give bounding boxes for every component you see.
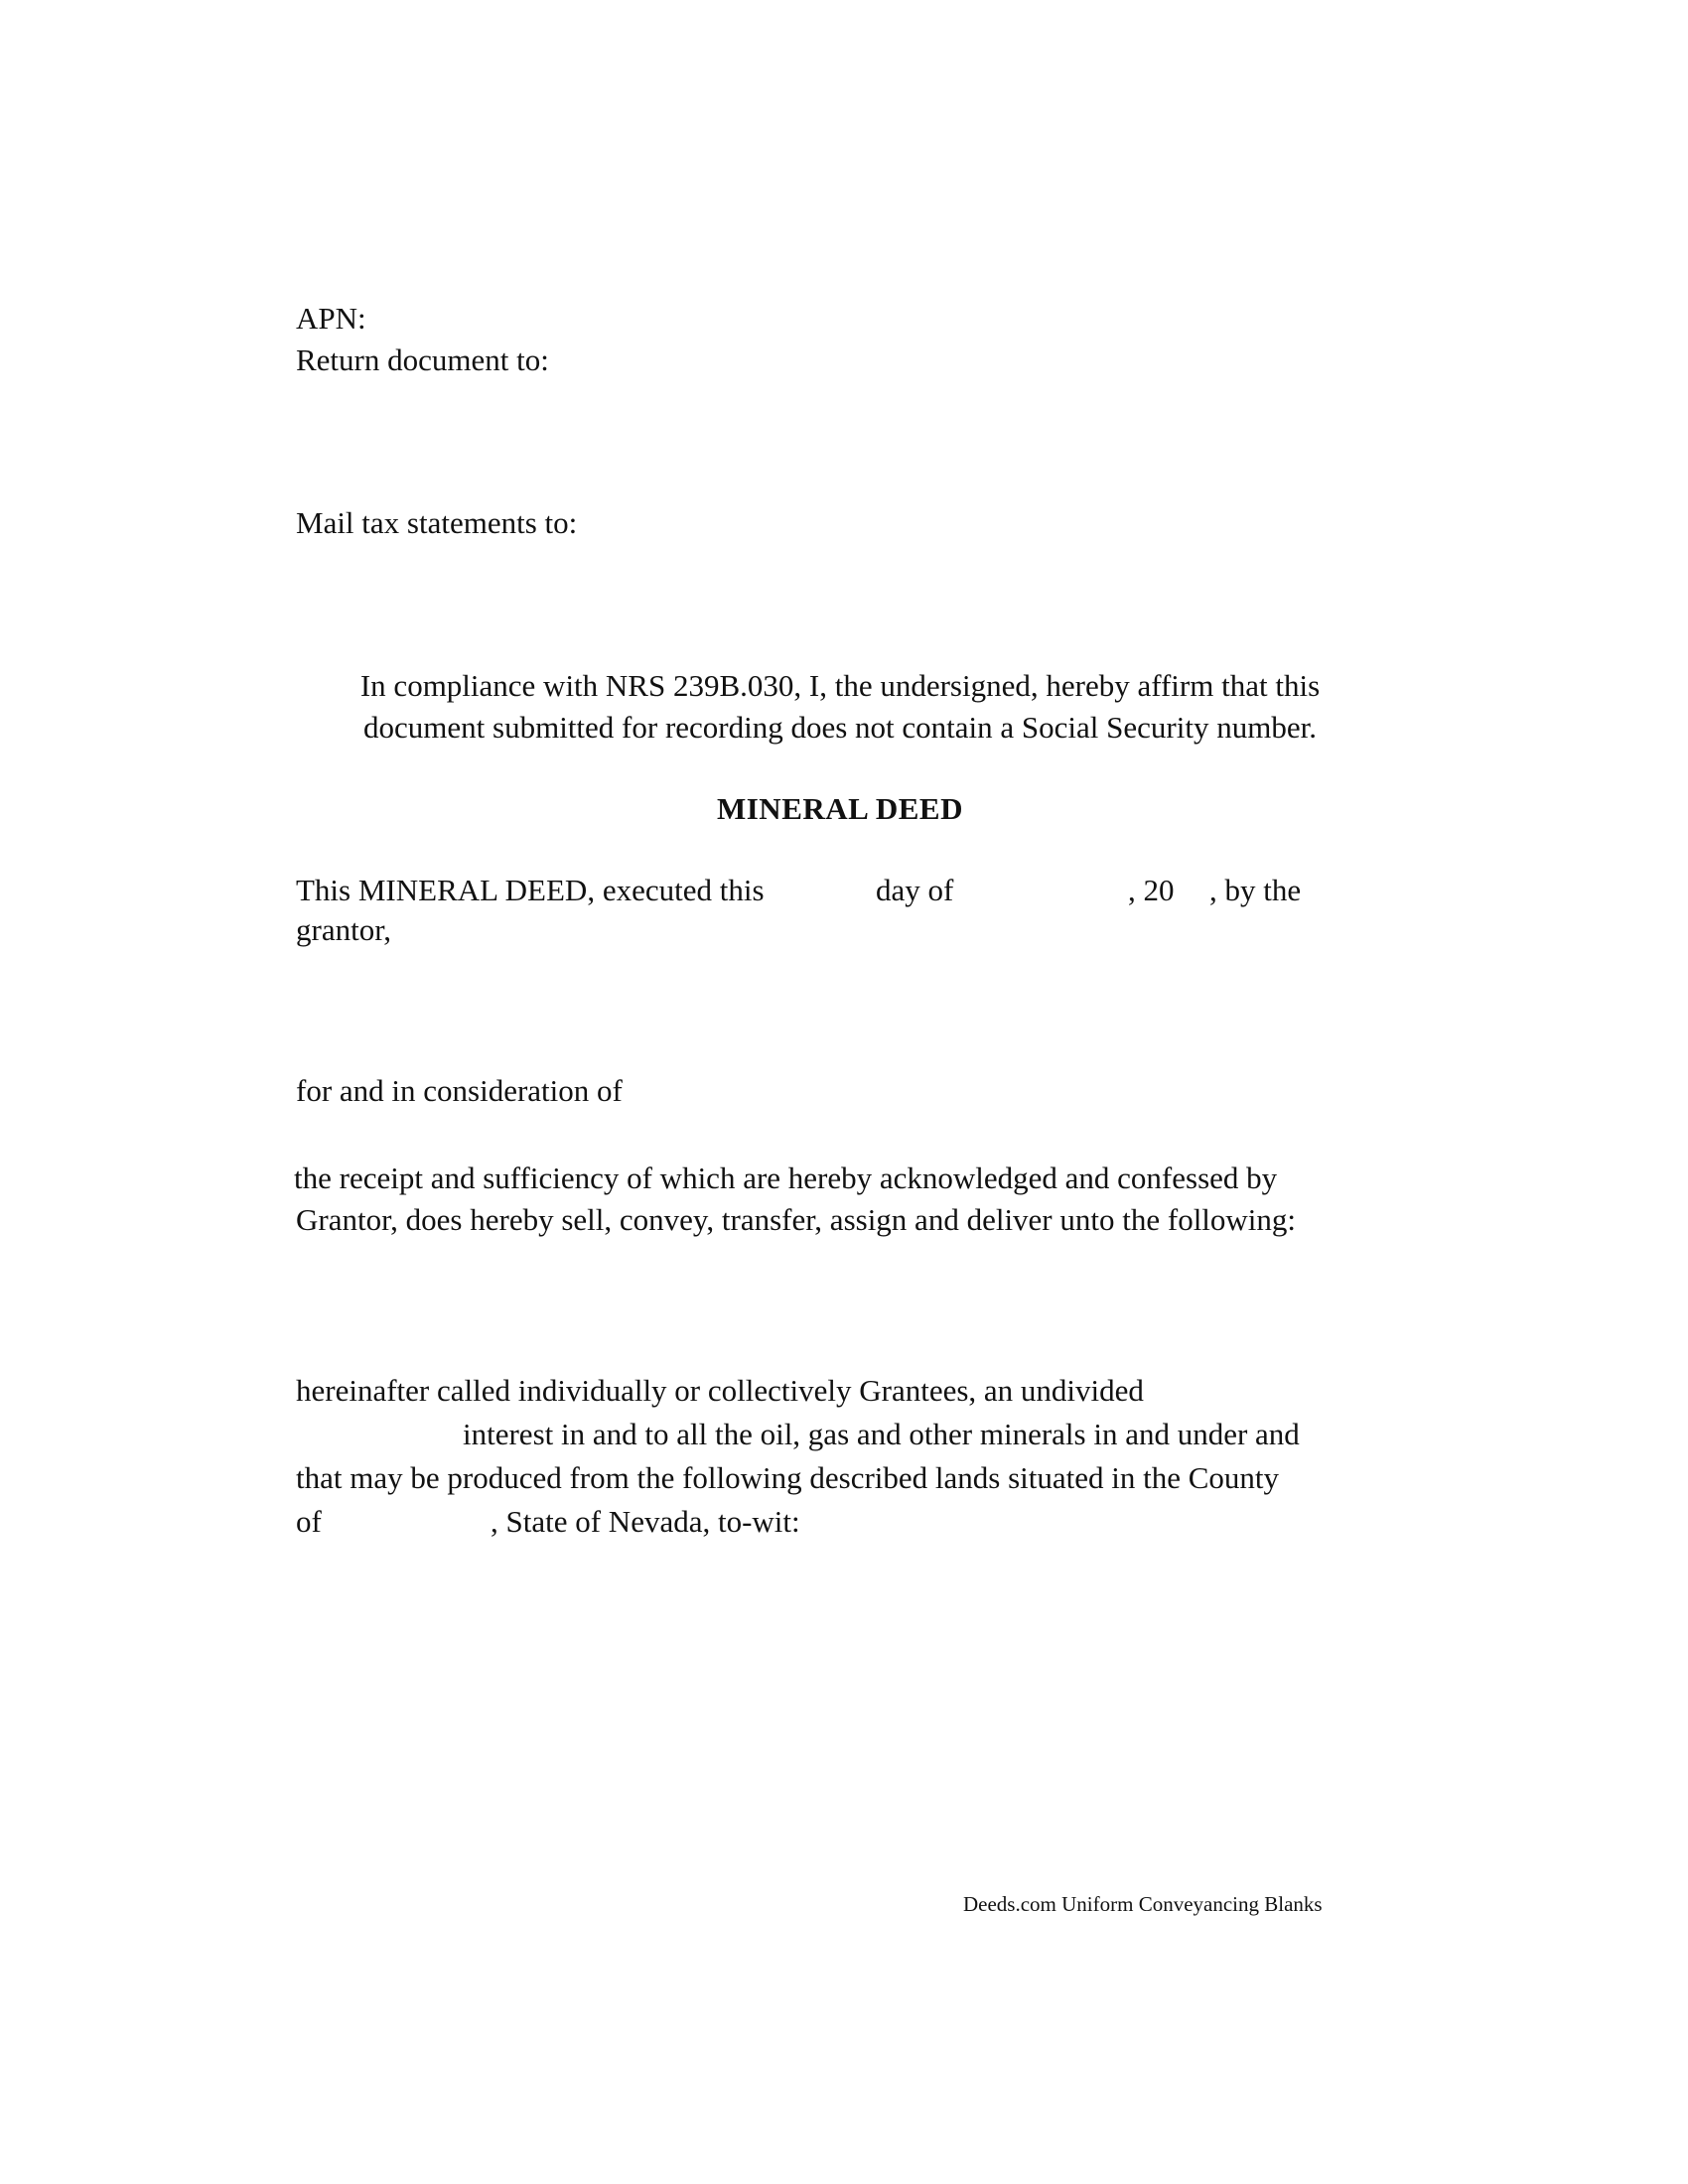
execution-text-4: , by the xyxy=(1209,873,1302,907)
grantees-line-3: that may be produced from the following described lands situated in the County xyxy=(296,1460,1280,1495)
ssn-affirmation xyxy=(294,665,1386,749)
receipt-line-2: Grantor, does hereby sell, convey, transfer, assign and deliver unto the following: xyxy=(296,1202,1297,1237)
grantees-line-4-of: of xyxy=(296,1504,322,1539)
footer-brand: Deeds.com Uniform Conveyancing Blanks xyxy=(963,1892,1323,1916)
receipt-line-1: the receipt and sufficiency of which are hereby acknowledged and confessed by xyxy=(294,1160,1278,1195)
grantees-line-1: hereinafter called individually or collectively Grantees, an undivided xyxy=(296,1373,1144,1408)
affirmation-line-2: document submitted for recording does not contain a Social Security number. xyxy=(363,710,1317,745)
apn-label: APN: xyxy=(296,301,366,336)
execution-text-1: This MINERAL DEED, executed this xyxy=(296,873,765,907)
document-title: MINERAL DEED xyxy=(716,791,963,826)
grantees-line-2: interest in and to all the oil, gas and other minerals in and under and xyxy=(463,1417,1300,1451)
grantor-label: grantor, xyxy=(296,912,392,947)
execution-text-2: day of xyxy=(876,873,954,907)
mail-tax-statements-label: Mail tax statements to: xyxy=(296,505,578,540)
affirmation-line-1: In compliance with NRS 239B.030, I, the undersigned, hereby affirm that this xyxy=(359,668,1321,703)
consideration-text: for and in consideration of xyxy=(296,1073,623,1108)
return-document-label: Return document to: xyxy=(296,342,549,377)
grantees-line-4-state: , State of Nevada, to-wit: xyxy=(491,1504,800,1539)
execution-text-3: , 20 xyxy=(1128,873,1175,907)
